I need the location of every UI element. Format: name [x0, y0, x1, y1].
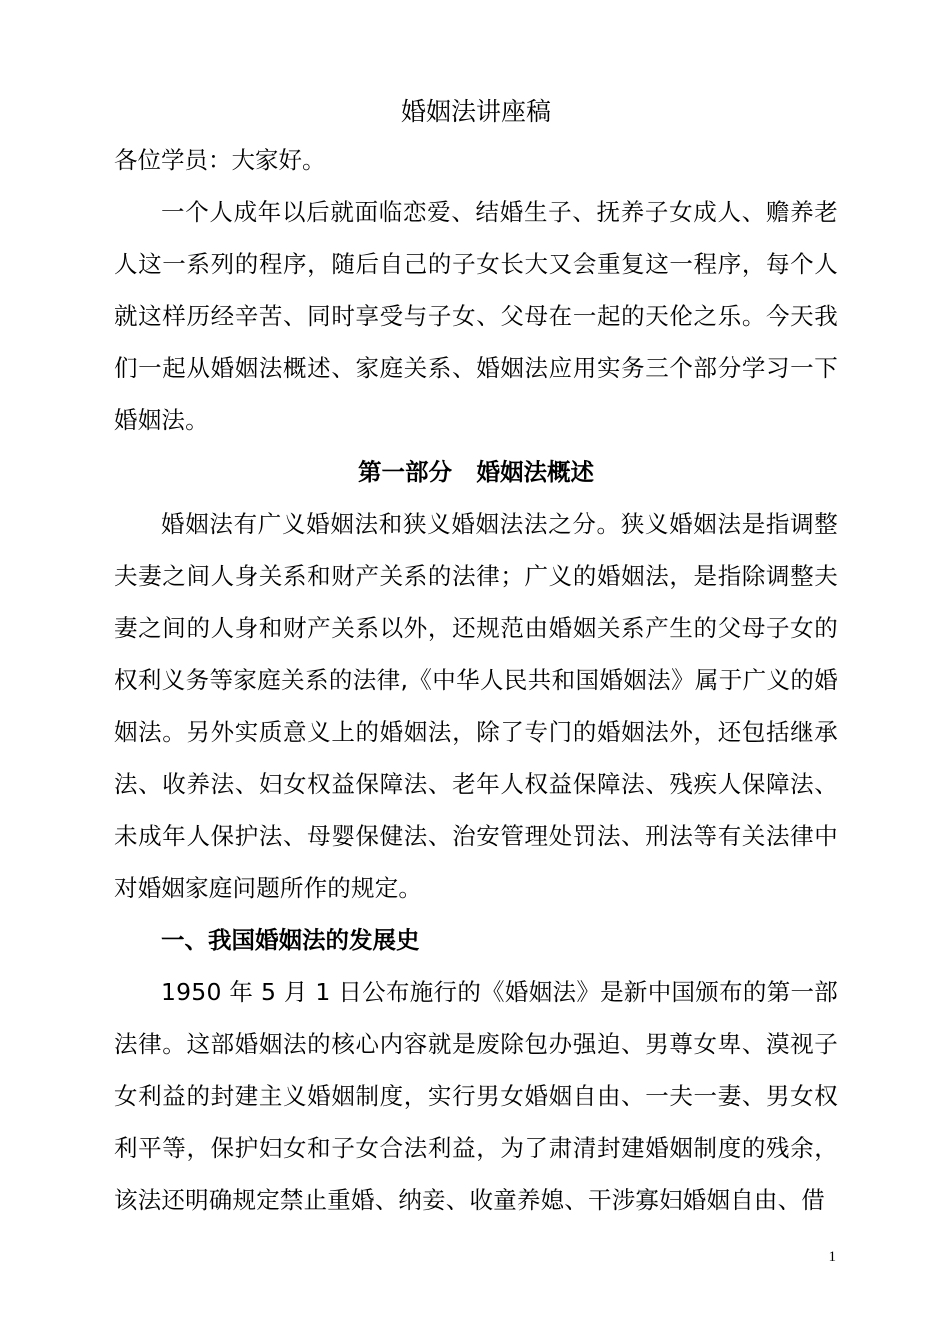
document-title: 婚姻法讲座稿	[400, 97, 551, 126]
page-number: 1	[828, 1249, 836, 1265]
document-body	[114, 90, 838, 1226]
subsection-paragraph: 1950 年 5 月 1 日公布施行的《婚姻法》是新中国颁布的第一部法律。这部婚姻法的核心内容就是废除包办强迫、男尊女卑、漠视子女利益的封建主义婚姻制度，实行男女婚姻自由、一夫一妻、男女权利平等，保护妇女和子女合法利益，为了肃清封建婚姻制度的残余，该法还明确规定禁止重婚、纳妾、收童养媳、干涉寡妇婚姻自由、借	[114, 978, 838, 1214]
section-paragraph: 婚姻法有广义婚姻法和狭义婚姻法法之分。狭义婚姻法是指调整夫妻之间人身关系和财产关系的法律；广义的婚姻法，是指除调整夫妻之间的人身和财产关系以外，还规范由婚姻关系产生的父母子女的权利义务等家庭关系的法律,《中华人民共和国婚姻法》属于广义的婚姻法。另外实质意义上的婚姻法，除了专门的婚姻法外，还包括继承法、收养法、妇女权益保障法、老年人权益保障法、残疾人保障法、未成年人保护法、母婴保健法、治安管理处罚法、刑法等有关法律中对婚姻家庭问题所作的规定。	[114, 510, 838, 902]
intro-paragraph: 一个人成年以后就面临恋爱、结婚生子、抚养子女成人、赡养老人这一系列的程序，随后自己的子女长大又会重复这一程序，每个人就这样历经辛苦、同时享受与子女、父母在一起的天伦之乐。今天我们一起从婚姻法概述、家庭关系、婚姻法应用实务三个部分学习一下婚姻法。	[114, 198, 838, 434]
subsection-heading: 一、我国婚姻法的发展史	[161, 926, 420, 954]
section-heading: 第一部分 婚姻法概述	[357, 458, 595, 486]
greeting-line: 各位学员：大家好。	[114, 146, 326, 174]
